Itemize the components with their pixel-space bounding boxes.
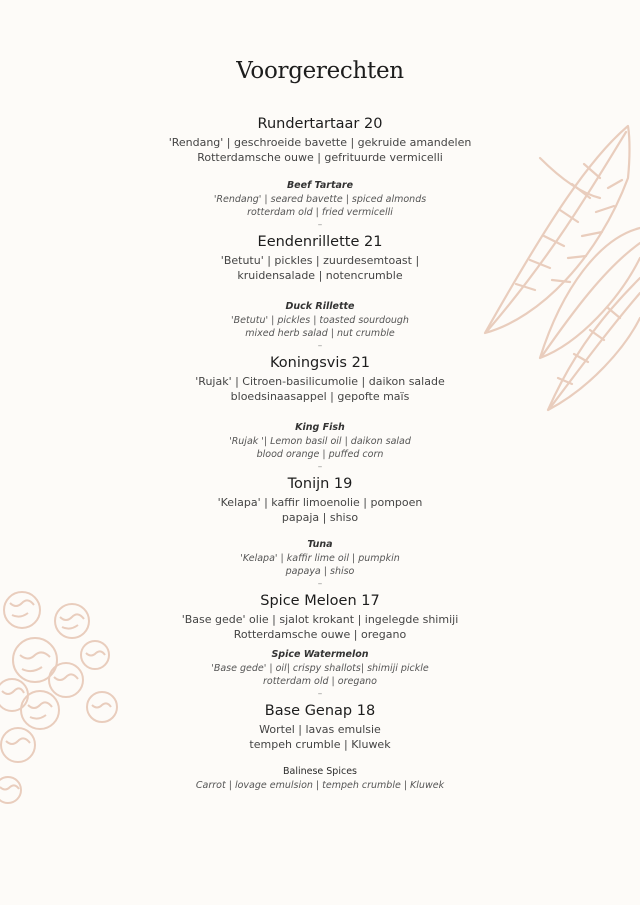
dish-name: Koningsvis 21 [269,355,371,371]
dish-name-en: Duck Rillette [285,301,355,312]
dish-description-en: 'Rendang' | seared bavette | spiced almonds [213,194,427,205]
separator: – [317,220,323,230]
dish-eendenrillette [0,233,640,352]
dish-description-en: 'Kelapa' | kaffir lime oil | pumpkin [240,553,400,564]
dish-description-nl: 'Kelapa' | kaffir limoenolie | pompoen [217,496,423,509]
dish-description-en: rotterdam old | oregano [262,676,377,687]
separator: – [317,462,323,472]
dish-description-en: blood orange | puffed corn [256,449,384,460]
dish-spice-meloen [0,592,640,700]
page-title: Voorgerechten [236,58,404,84]
dish-tonijn [0,475,640,590]
dish-name-en: Tuna [307,539,333,550]
dish-koningsvis [0,354,640,473]
dish-description-nl: 'Base gede' olie | sjalot krokant | ingelegde shimiji [181,613,459,626]
dish-rundertartaar [0,115,640,231]
dish-name: Tonijn 19 [287,476,353,492]
separator: – [317,689,323,699]
dish-description-en: 'Base gede' | oil| crispy shallots| shimiji pickle [211,663,429,674]
dish-name: Eendenrillette 21 [257,234,383,250]
dish-description-nl: 'Rujak' | Citroen-basilicumolie | daikon salade [195,375,445,388]
dish-name-en: Balinese Spices [282,766,357,777]
dish-name: Base Genap 18 [264,703,376,719]
dish-description-en: mixed herb salad | nut crumble [245,328,395,339]
dish-description-nl: Wortel | lavas emulsie [259,723,381,736]
separator: – [317,341,323,351]
dish-description-nl: 'Rendang' | geschroeide bavette | gekruide amandelen [168,136,472,149]
dish-description-nl: kruidensalade | notencrumble [237,269,403,282]
dish-base-genap [0,702,640,792]
dish-name: Spice Meloen 17 [260,593,380,609]
dish-description-nl: bloedsinaasappel | gepofte maïs [230,390,410,403]
dish-name-en: King Fish [295,422,345,433]
dish-name-en: Beef Tartare [286,180,354,191]
dish-name-en: Spice Watermelon [271,649,369,660]
dish-description-nl: papaja | shiso [281,511,359,524]
dish-description-en: 'Betutu' | pickles | toasted sourdough [231,315,409,326]
dish-description-en: rotterdam old | fried vermicelli [247,207,393,218]
dish-description-nl: tempeh crumble | Kluwek [249,738,391,751]
dish-name: Rundertartaar 20 [257,116,383,132]
dish-description-en: papaya | shiso [285,566,355,577]
dish-description-nl: Rotterdamsche ouwe | gefrituurde vermicelli [197,151,443,164]
dish-description-en: Carrot | lovage emulsion | tempeh crumble | Kluwek [195,780,445,791]
dish-description-nl: 'Betutu' | pickles | zuurdesemtoast | [220,254,420,267]
dish-description-nl: Rotterdamsche ouwe | oregano [233,628,407,641]
separator: – [317,579,323,589]
menu-list [0,115,640,792]
dish-description-en: 'Rujak '| Lemon basil oil | daikon salad [229,436,411,447]
